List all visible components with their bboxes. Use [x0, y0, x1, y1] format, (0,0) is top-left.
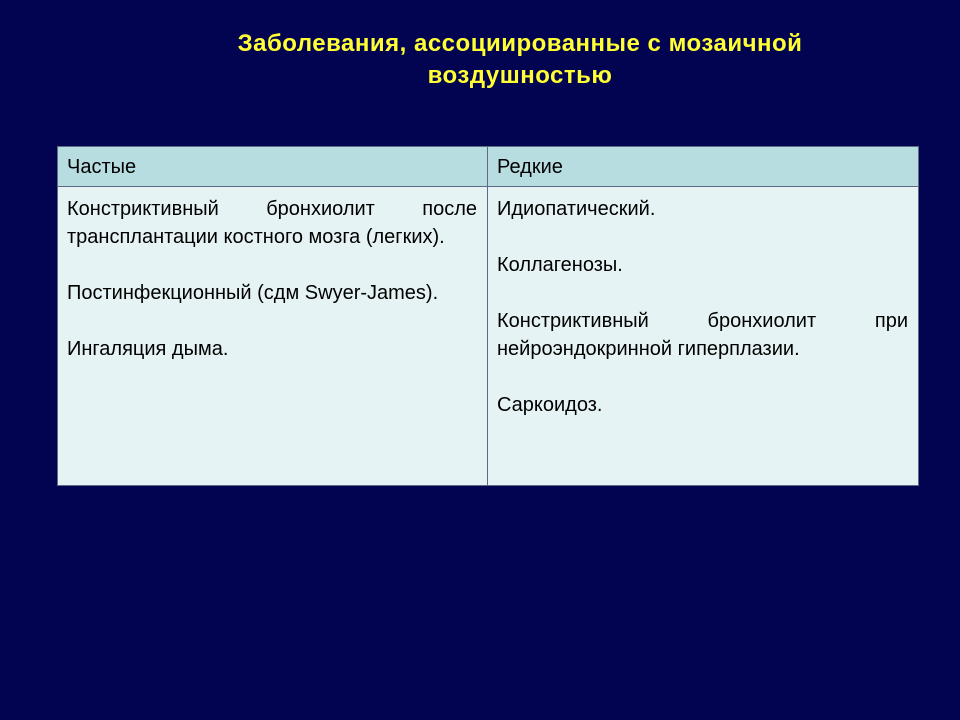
header-frequent: Частые: [58, 147, 488, 187]
rare-item-3: Констриктивный бронхиолит при нейроэндокринной гиперплазии.: [497, 310, 908, 360]
rare-cell: [488, 187, 919, 486]
frequent-item-1: Констриктивный бронхиолит после трансплантации костного мозга (легких).: [67, 198, 477, 248]
slide-title: [130, 28, 910, 92]
rare-item-2: Коллагенозы.: [497, 254, 623, 276]
table-header-row: [58, 147, 919, 187]
slide-title-line-1: Заболевания, ассоциированные с мозаичной: [237, 30, 803, 57]
rare-item-1: Идиопатический.: [497, 198, 656, 220]
slide-title-line-2: воздушностью: [427, 62, 613, 89]
frequent-item-2: Постинфекционный (сдм Swyer-James).: [67, 282, 439, 304]
frequent-cell: [58, 187, 488, 486]
rare-item-4: Саркоидоз.: [497, 394, 603, 416]
frequent-item-3: Ингаляция дыма.: [67, 338, 229, 360]
header-rare: Редкие: [488, 147, 919, 187]
table-row: [58, 187, 919, 486]
disease-table: [57, 146, 919, 486]
